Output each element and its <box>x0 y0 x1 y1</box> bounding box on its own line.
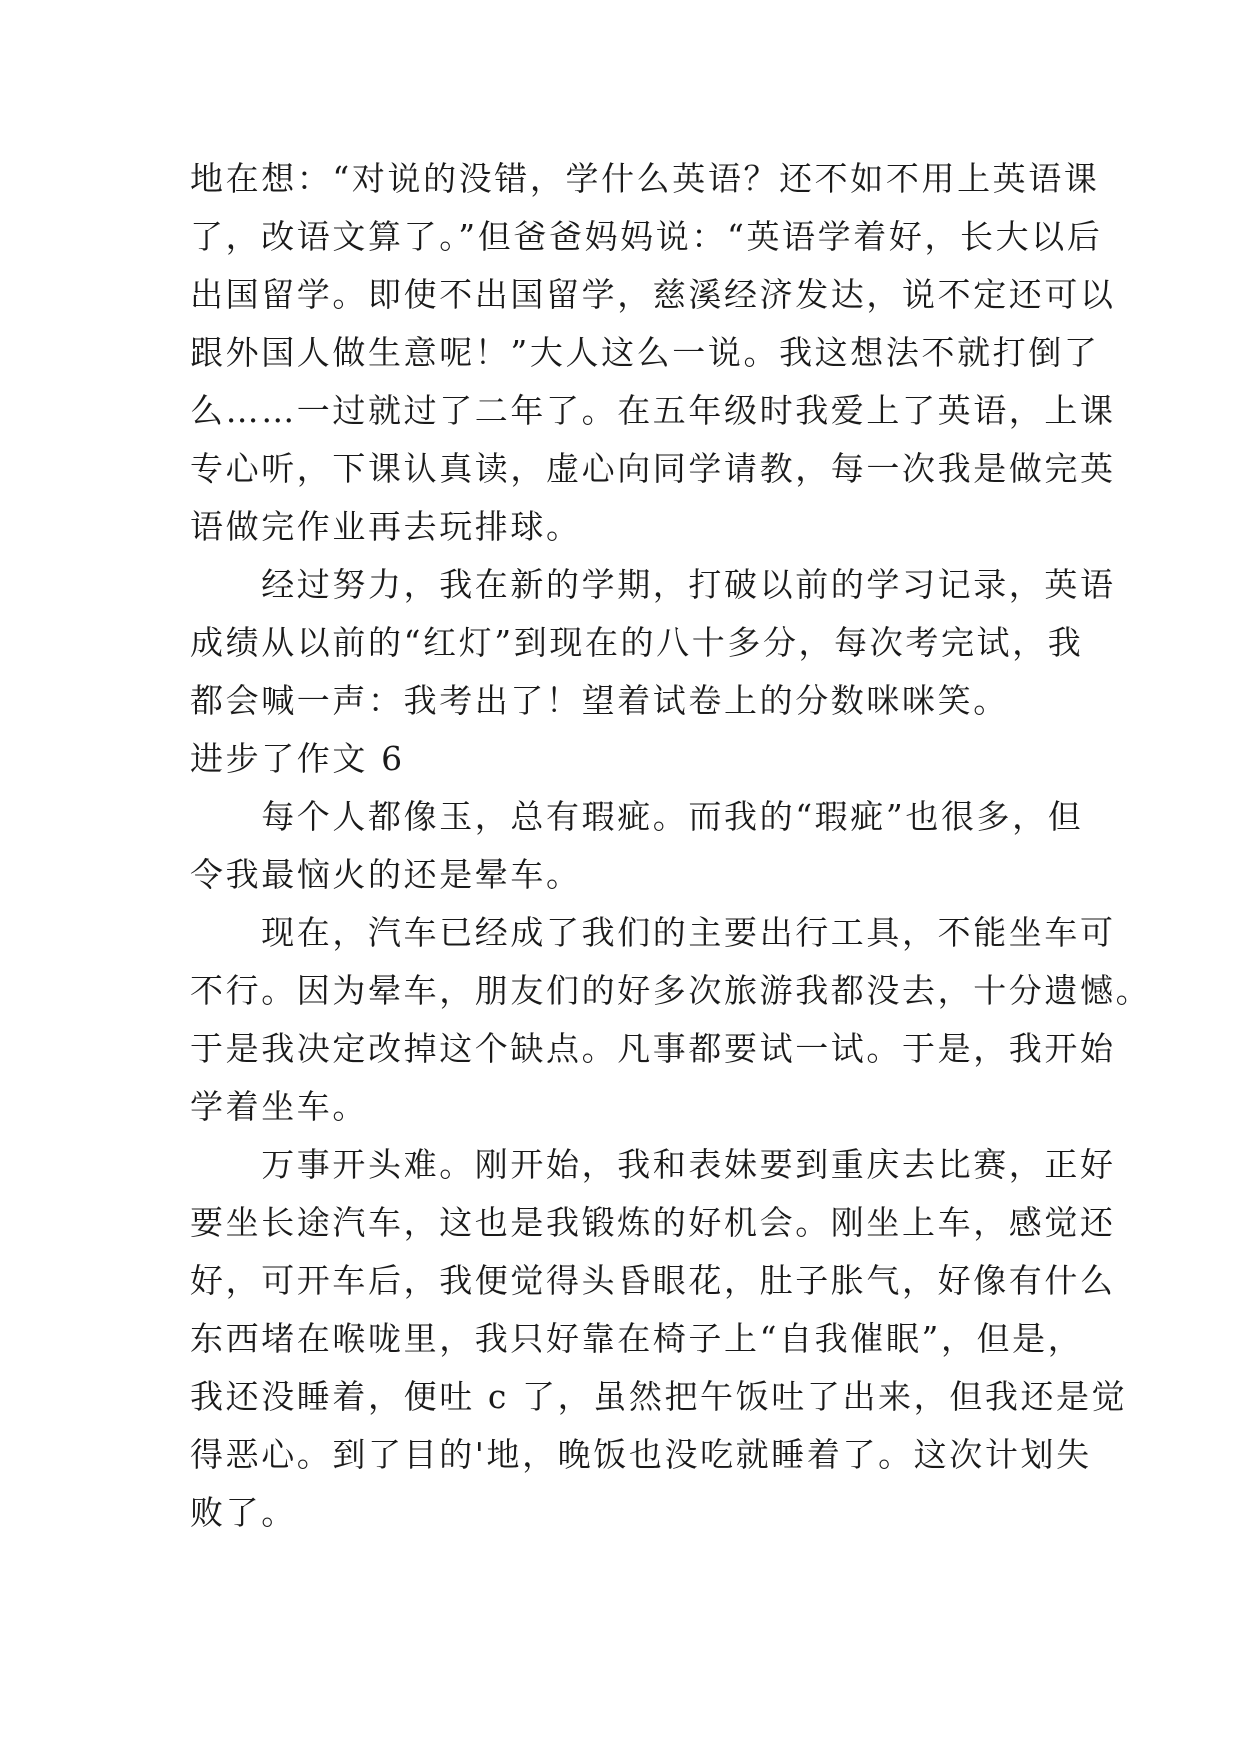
text-line: 得恶心。到了目的'地，晚饭也没吃就睡着了。这次计划失 <box>190 1435 1092 1474</box>
text-line: 地在想：“对说的没错，学什么英语？还不如不用上英语课 <box>190 159 1100 198</box>
text-line: 现在，汽车已经成了我们的主要出行工具，不能坐车可 <box>190 913 1116 952</box>
text-line: 专心听，下课认真读，虚心向同学请教，每一次我是做完英 <box>190 449 1116 488</box>
text-line: 每个人都像玉，总有瑕疵。而我的“瑕疵”也很多，但 <box>190 797 1084 836</box>
text-line: 经过努力，我在新的学期，打破以前的学习记录，英语 <box>190 565 1116 604</box>
text-line: 都会喊一声：我考出了！望着试卷上的分数咪咪笑。 <box>190 681 1009 720</box>
text-line: 成绩从以前的“红灯”到现在的八十多分，每次考完试，我 <box>190 623 1084 662</box>
text-line: 不行。因为晕车，朋友们的好多次旅游我都没去，十分遗憾。 <box>190 971 1152 1010</box>
text-line: 万事开头难。刚开始，我和表妹要到重庆去比赛，正好 <box>190 1145 1116 1184</box>
text-line: 么……一过就过了二年了。在五年级时我爱上了英语，上课 <box>190 391 1116 430</box>
text-line: 于是我决定改掉这个缺点。凡事都要试一试。于是，我开始 <box>190 1029 1116 1068</box>
text-line: 我还没睡着，便吐 c 了，虽然把午饭吐了出来，但我还是觉 <box>190 1377 1128 1416</box>
body-text <box>190 150 1152 1542</box>
text-line: 好，可开车后，我便觉得头昏眼花，肚子胀气，好像有什么 <box>190 1261 1116 1300</box>
text-line: 出国留学。即使不出国留学，慈溪经济发达，说不定还可以 <box>190 275 1116 314</box>
text-line: 了，改语文算了。”但爸爸妈妈说：“英语学着好，长大以后 <box>190 217 1103 256</box>
text-line: 败了。 <box>190 1493 297 1532</box>
text-line: 要坐长途汽车，这也是我锻炼的好机会。刚坐上车，感觉还 <box>190 1203 1116 1242</box>
text-line: 语做完作业再去玩排球。 <box>190 507 582 546</box>
text-line: 令我最恼火的还是晕车。 <box>190 855 582 894</box>
text-line: 东西堵在喉咙里，我只好靠在椅子上“自我催眠”，但是， <box>190 1319 1084 1358</box>
section-heading: 进步了作文 6 <box>190 739 405 778</box>
text-line: 学着坐车。 <box>190 1087 368 1126</box>
text-line: 跟外国人做生意呢！”大人这么一说。我这想法不就打倒了 <box>190 333 1100 372</box>
